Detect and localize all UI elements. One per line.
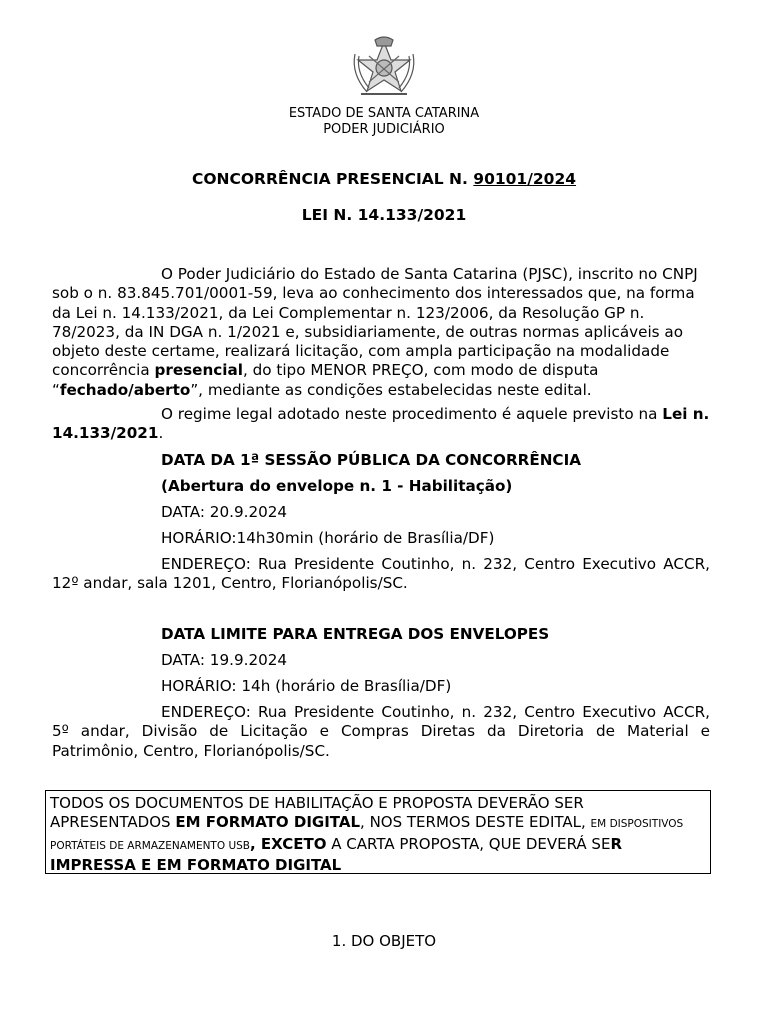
deadline-address: ENDEREÇO: Rua Presidente Coutinho, n. 232, Centro Executivo ACCR, 5º andar, Divisão de Licitação e Compras Diretas da Diretoria de Material e Patrimônio, Centro, Florianópolis/SC. [52,703,710,760]
regime-end: . [158,424,164,443]
deadline-heading: DATA LIMITE PARA ENTREGA DOS ENVELOPES [161,625,550,643]
session-address: ENDEREÇO: Rua Presidente Coutinho, n. 232, Centro Executivo ACCR, 12º andar, sala 1201, Centro, Florianópolis/SC. [52,555,710,593]
intro-paragraph [52,265,710,400]
digital-format-notice [45,790,711,874]
notice-small-text: EM DISPOSITIVOS PORTÁTEIS DE ARMAZENAMENTO USB [50,818,684,852]
regime-text: O regime legal adotado neste procedimento é aquele previsto na [161,405,663,423]
header-judiciary: PODER JUDICIÁRIO [323,122,445,137]
session-heading: DATA DA 1ª SESSÃO PÚBLICA DA CONCORRÊNCIA [161,451,581,469]
session-time: HORÁRIO:14h30min (horário de Brasília/DF) [161,529,495,547]
deadline-time: HORÁRIO: 14h (horário de Brasília/DF) [161,677,452,695]
intro-text-3: ”, mediante as condições estabelecidas neste edital. [190,380,592,399]
document-title [0,170,768,188]
notice-bold-2: , EXCETO [250,834,327,853]
notice-text-3: A CARTA PROPOSTA, QUE DEVERÁ SE [326,834,611,853]
intro-text-1: O Poder Judiciário do Estado de Santa Catarina (PJSC), inscrito no CNPJ sob o n. 83.845.701/0001-59, leva ao conhecimento dos interessados que, na forma da Lei n. 14.133/2021, da Lei Complementar n. 123/2006, da Resolução GP n. 78/2023, da IN DGA n. 1/2021 e, subsidiariamente, de outras normas aplicáveis ao objeto deste certame, realizará licitação, com ampla participação na modalidade concorrência [52,265,698,380]
intro-bold-1: presencial [154,361,243,380]
notice-bold-3: R IMPRESSA E EM FORMATO DIGITAL [50,834,622,874]
regime-bold: Lei n. 14.133/2021 [52,405,710,443]
section-1-heading: 1. DO OBJETO [331,932,437,950]
notice-text-1: TODOS OS DOCUMENTOS DE HABILITAÇÃO E PROPOSTA DEVERÃO SER APRESENTADOS [50,794,584,832]
notice-bold-1: EM FORMATO DIGITAL [175,813,361,832]
session-subheading: (Abertura do envelope n. 1 - Habilitação) [161,477,513,495]
session-date: DATA: 20.9.2024 [161,503,288,521]
title-prefix: CONCORRÊNCIA PRESENCIAL N. [191,170,474,188]
law-title: LEI N. 14.133/2021 [301,206,467,224]
header-state: ESTADO DE SANTA CATARINA [288,106,480,121]
title-number: 90101/2024 [473,170,577,188]
regime-paragraph [52,405,710,444]
coat-of-arms-icon [347,36,421,102]
deadline-date: DATA: 19.9.2024 [161,651,288,669]
notice-text-2: , NOS TERMOS DESTE EDITAL, [360,813,591,832]
intro-bold-2: fechado/aberto [59,380,191,399]
intro-text-2: , do tipo MENOR PREÇO, com modo de disputa “ [52,361,599,399]
